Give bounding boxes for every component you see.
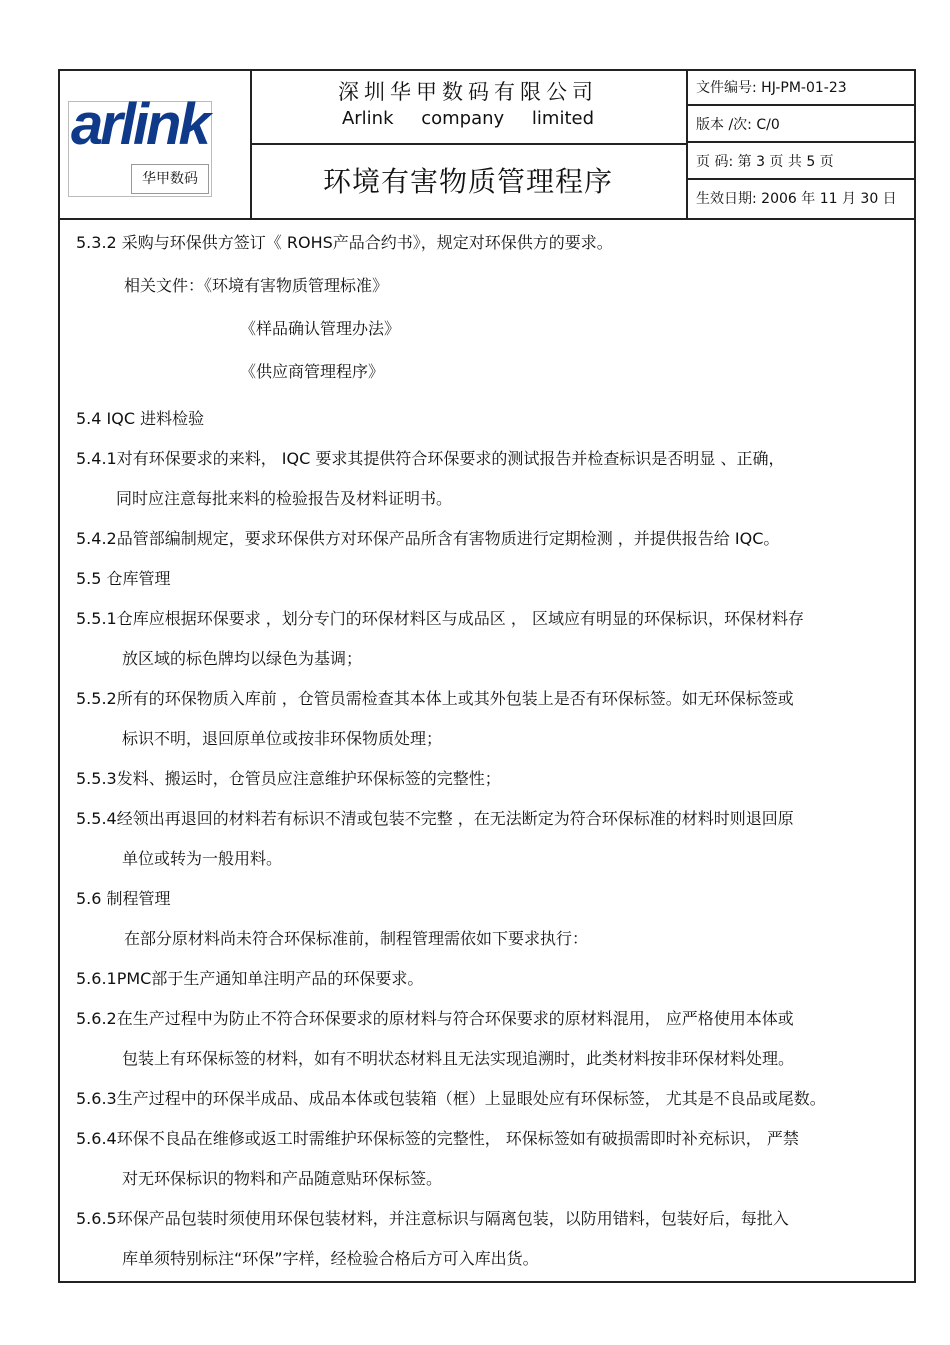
- text-line: 相关文件：《环境有害物质管理标准》: [124, 276, 389, 295]
- company-name-cell: [250, 71, 688, 145]
- text-line: 同时应注意每批来料的检验报告及材料证明书。: [116, 489, 453, 508]
- company-name-en: Arlink company limited: [341, 108, 595, 129]
- text-line: 《样品确认管理办法》: [240, 319, 401, 338]
- text-line: 库单须特别标注“环保”字样，经检验合格后方可入库出货。: [122, 1249, 539, 1268]
- doc-effective-date: 生效日期: 2006 年 11 月 30 日: [696, 191, 897, 207]
- text-line: 5.6.1PMC部于生产通知单注明产品的环保要求。: [76, 969, 424, 988]
- document-header: [60, 71, 914, 220]
- text-line: 在部分原材料尚未符合环保标准前，制程管理需依如下要求执行：: [124, 929, 589, 948]
- logo-cell: [60, 71, 252, 218]
- text-line: 《供应商管理程序》: [240, 362, 385, 381]
- text-line: 单位或转为一般用料。: [122, 849, 283, 868]
- text-line: 5.5.3发料、搬运时，仓管员应注意维护环保标签的完整性；: [76, 769, 501, 788]
- text-line: 包装上有环保标签的材料，如有不明状态材料且无法实现追溯时，此类材料按非环保材料处理。: [122, 1049, 795, 1068]
- section-heading: 5.6 制程管理: [76, 889, 171, 908]
- doc-title-cell: [250, 145, 688, 218]
- text-line: 5.4.2品管部编制规定，要求环保供方对环保产品所含有害物质进行定期检测 ，并提供报告给 IQC。: [76, 529, 780, 548]
- section-heading: 5.4 IQC 进料检验: [76, 409, 205, 428]
- document-frame: [58, 69, 916, 1283]
- doc-title: 环境有害物质管理程序: [322, 165, 613, 198]
- text-line: 标识不明，退回原单位或按非环保物质处理；: [122, 729, 443, 748]
- text-line: 5.6.5环保产品包装时须使用环保包装材料，并注意标识与隔离包装，以防用错料，包装好后，每批入: [76, 1209, 789, 1228]
- text-line: 5.5.2所有的环保物质入库前 ，仓管员需检查其本体上或其外包装上是否有环保标签。如无环保标签或: [76, 689, 794, 708]
- text-line: 5.6.4环保不良品在维修或返工时需维护环保标签的完整性， 环保标签如有破损需即时补充标识， 严禁: [76, 1129, 799, 1148]
- text-line: 5.6.2在生产过程中为防止不符合环保要求的原材料与符合环保要求的原材料混用， 应严格使用本体或: [76, 1009, 794, 1028]
- text-line: 5.6.3生产过程中的环保半成品、成品本体或包装箱（框）上显眼处应有环保标签， 尤其是不良品或尾数。: [76, 1089, 826, 1108]
- logo-wordmark: arlink: [71, 92, 208, 157]
- company-name-cn: 深圳华甲数码有限公司: [338, 80, 598, 104]
- doc-page: 页 码: 第 3 页 共 5 页: [688, 145, 914, 180]
- company-logo: [68, 92, 212, 197]
- text-line: 5.3.2 采购与环保供方签订《 ROHS产品合约书》，规定对环保供方的要求。: [76, 233, 613, 252]
- text-line: 5.5.1仓库应根据环保要求 ，划分专门的环保材料区与成品区 ， 区域应有明显的环保标识，环保材料存: [76, 609, 804, 628]
- text-line: 5.4.1对有环保要求的来料， IQC 要求其提供符合环保要求的测试报告并检查标识是否明显 、正确，: [76, 449, 785, 468]
- text-line: 对无环保标识的物料和产品随意贴环保标签。: [122, 1169, 443, 1188]
- text-line: 放区域的标色牌均以绿色为基调；: [122, 649, 363, 668]
- doc-version: 版本 /次: C/0: [688, 108, 914, 143]
- text-line: 5.5.4经领出再退回的材料若有标识不清或包装不完整 ，在无法断定为符合环保标准的材料时则退回原: [76, 809, 794, 828]
- logo-caption: 华甲数码: [131, 164, 209, 194]
- section-heading: 5.5 仓库管理: [76, 569, 171, 588]
- doc-number: 文件编号: HJ-PM-01-23: [688, 71, 914, 106]
